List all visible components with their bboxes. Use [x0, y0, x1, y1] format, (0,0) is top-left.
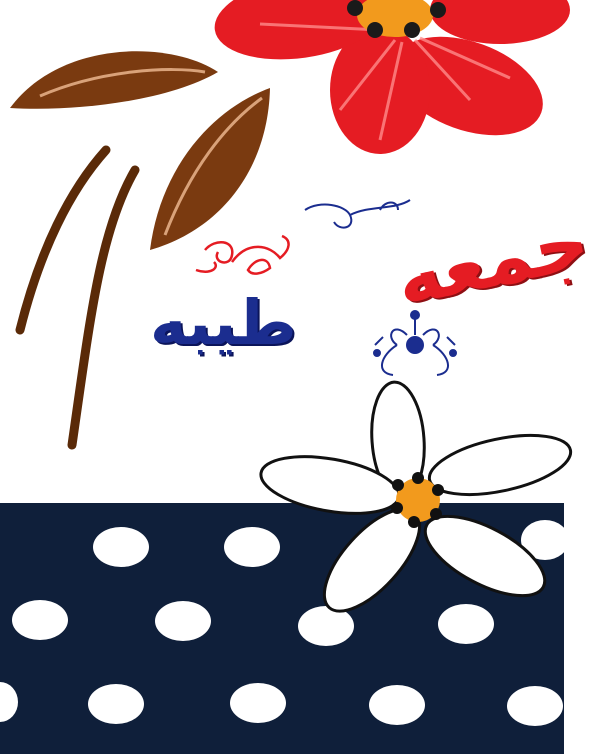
greeting-line-1: جمعه	[387, 195, 597, 324]
greeting-line-2: طيبه	[150, 286, 297, 359]
